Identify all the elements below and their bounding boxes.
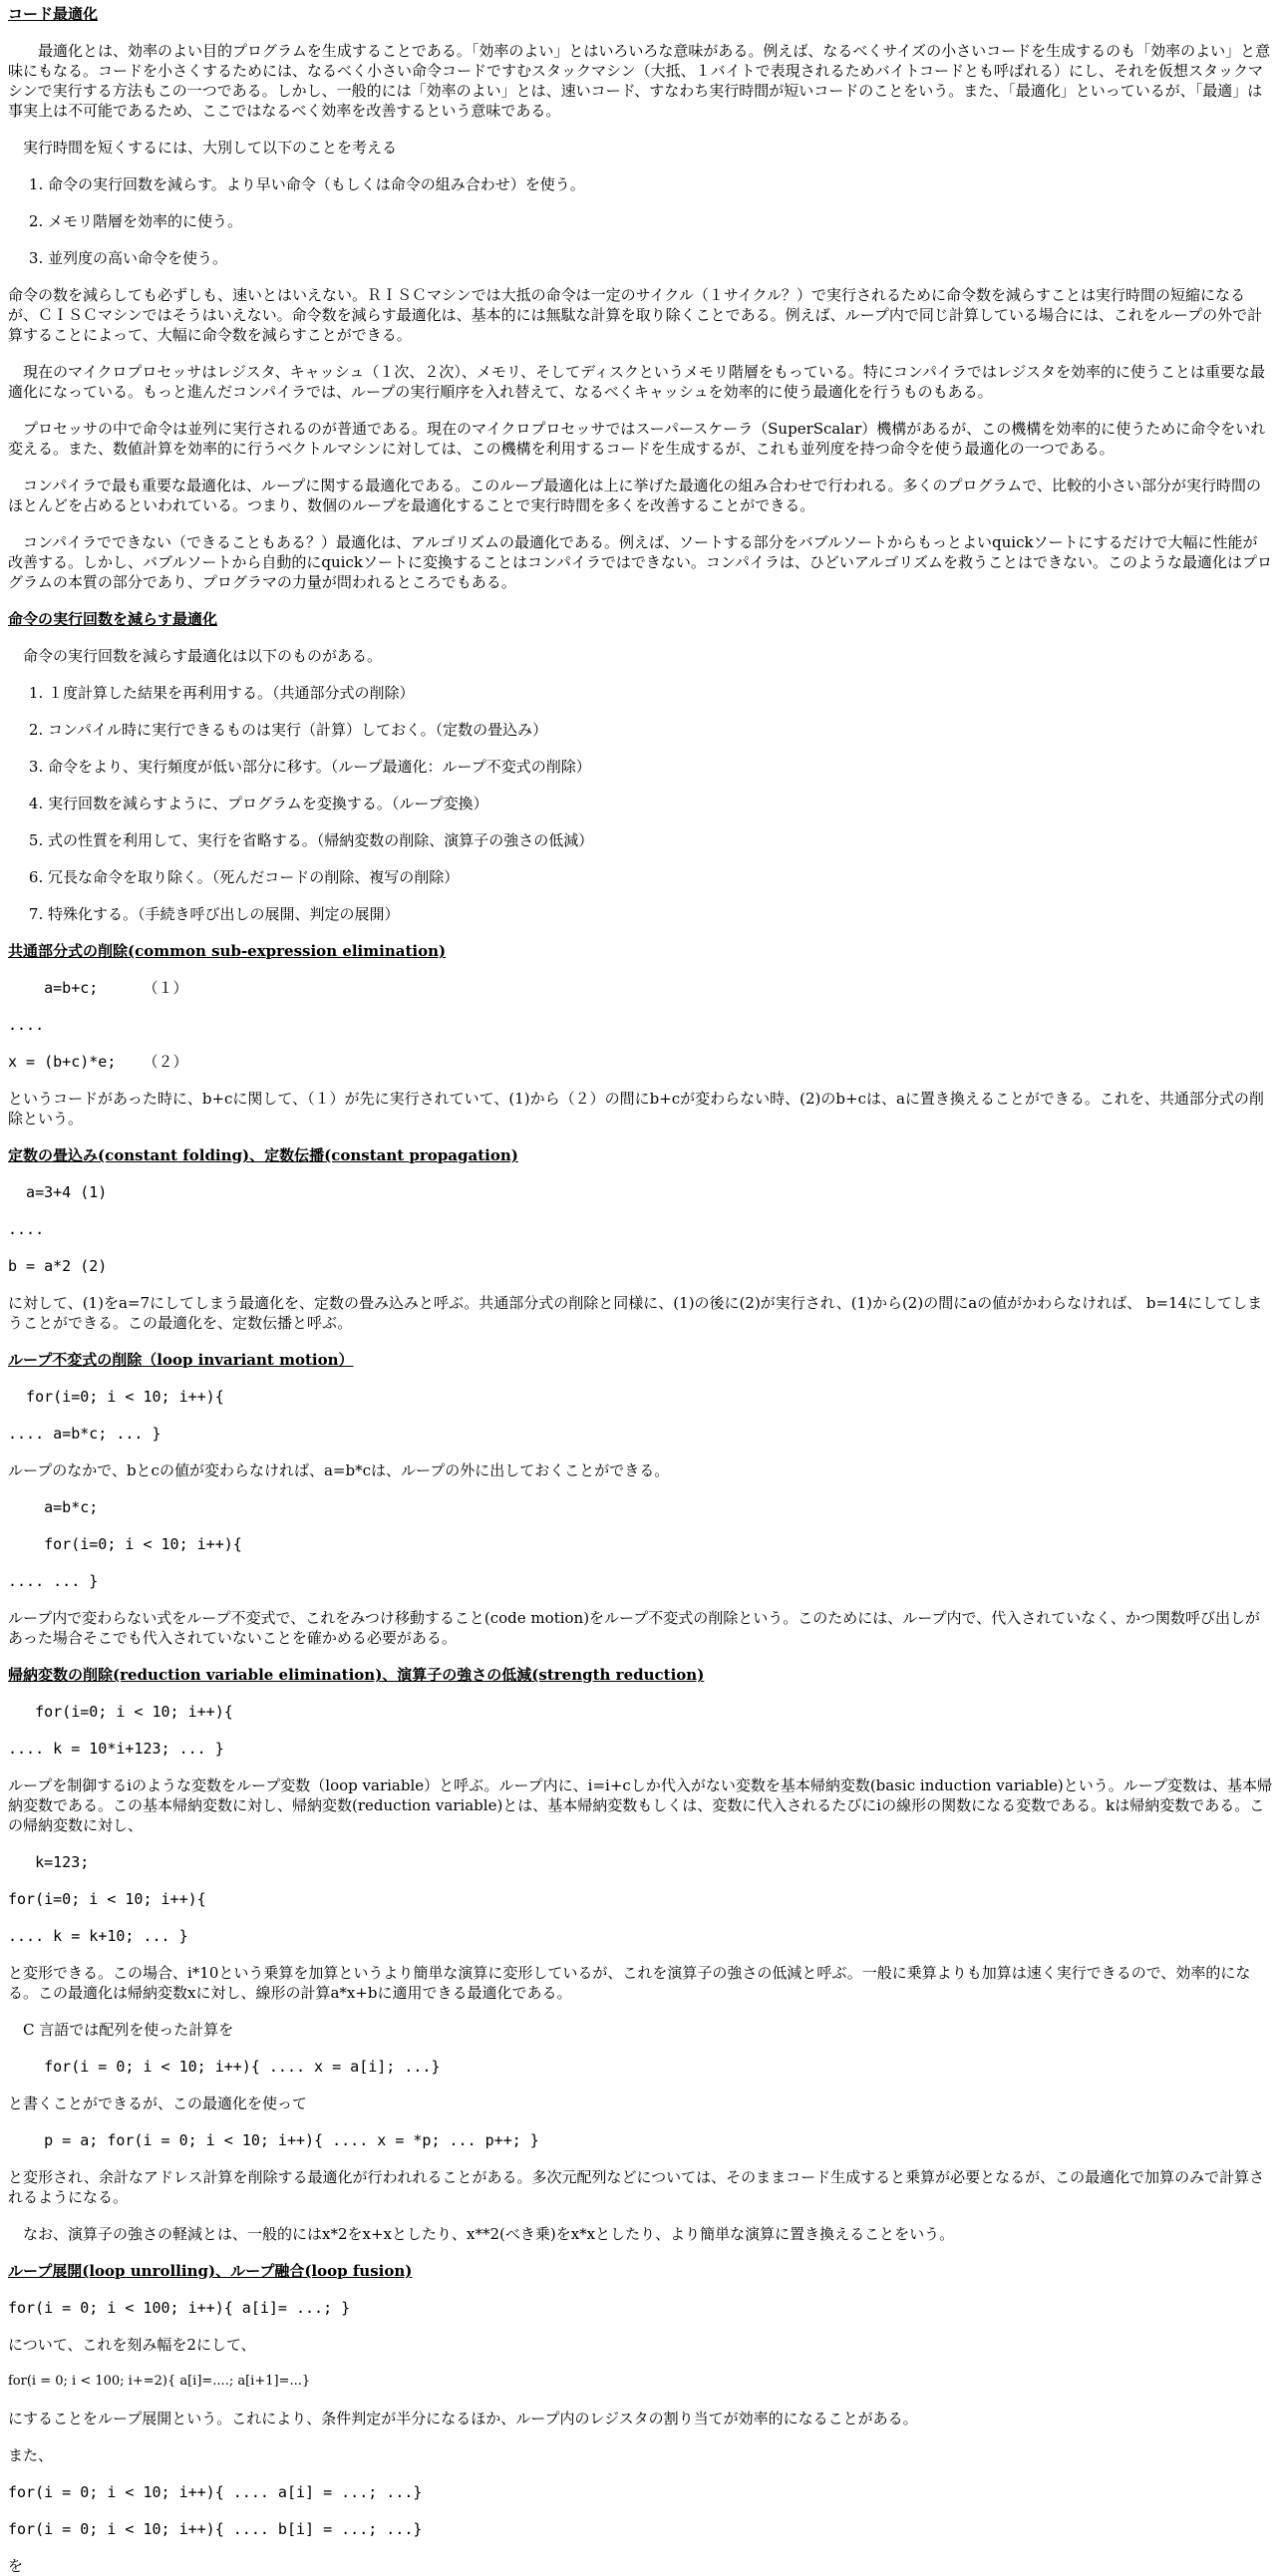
paragraph: と変形できる。この場合、i*10という乗算を加算というより簡単な演算に変形しているが、これを演算子の強さの低減と呼ぶ。一般に乗算よりも加算は速く実行できるので、効率的になる。この最適化は帰納変数xに対し、線形の計算a*x+bに適用できる最適化である。 (8, 1964, 1251, 2002)
code-line: a=b+c; （１） (8, 979, 188, 997)
paragraph: また、 (8, 2446, 54, 2464)
paragraph: ループのなかで、bとcの値が変わらなければ、a=b*cは、ループの外に出しておくことができる。 (8, 1461, 670, 1479)
code-line: for(i = 0; i < 10; i++){ .... a[i] = ...; ...} (8, 2483, 423, 2501)
code-line: x = (b+c)*e; （２） (8, 1053, 188, 1071)
paragraph: にすることをループ展開という。これにより、条件判定が半分になるほか、ループ内のレジスタの割り当てが効率的になることがある。 (8, 2410, 918, 2427)
code-line: a=b*c; (8, 1498, 99, 1516)
paragraph: C 言語では配列を使った計算を (8, 2021, 234, 2039)
code-line: for(i=0; i < 10; i++){ (8, 1535, 242, 1553)
paragraph: について、これを刻み幅を2にして、 (8, 2336, 256, 2354)
code-line: for(i = 0; i < 10; i++){ .... x = a[i]; ...} (8, 2058, 441, 2076)
code-line: for(i=0; i < 10; i++){ (8, 1890, 206, 1908)
list-item: 6. 冗長な命令を取り除く。（死んだコードの削除、複写の削除） (48, 867, 1272, 887)
paragraph: 命令の実行回数を減らす最適化は以下のものがある。 (8, 647, 383, 665)
code-line: .... k = k+10; ... } (8, 1927, 188, 1945)
list-item: 3. 命令をより、実行頻度が低い部分に移す。（ループ最適化：ループ不変式の削除） (48, 757, 1272, 777)
section-heading: 共通部分式の削除(common sub-expression elimination) (8, 942, 447, 960)
list-item: 7. 特殊化する。（手続き呼び出しの展開、判定の展開） (48, 904, 1272, 924)
numbered-list (8, 174, 1272, 268)
code-line: b = a*2 (2) (8, 1257, 108, 1275)
code-line: .... (8, 1220, 45, 1238)
code-line: for(i=0; i < 10; i++){ (8, 1388, 224, 1406)
section-heading: ループ不変式の削除（loop invariant motion） (8, 1351, 354, 1369)
section-heading: 定数の畳込み(constant folding)、定数伝播(constant propagation) (8, 1146, 518, 1164)
paragraph: と書くことができるが、この最適化を使って (8, 2094, 308, 2112)
code-line: a=3+4 (1) (8, 1183, 108, 1201)
list-item: 3. 並列度の高い命令を使う。 (48, 248, 1272, 268)
section-heading: 帰納変数の削除(reduction variable elimination)、演算子の強さの低減(strength reduction) (8, 1666, 705, 1684)
list-item: 2. コンパイル時に実行できるものは実行（計算）しておく。（定数の畳込み） (48, 720, 1272, 740)
paragraph: 現在のマイクロプロセッサはレジスタ、キャッシュ（１次、２次）、メモリ、そしてディスクというメモリ階層をもっている。特にコンパイラではレジスタを効率的に使うことは重要な最適化になっている。もっと進んだコンパイラでは、ループの実行順序を入れ替えて、なるべくキャッシュを効率的に使う最適化を行うものもある。 (8, 363, 1266, 401)
paragraph: コンパイラで最も重要な最適化は、ループに関する最適化である。このループ最適化は上に挙げた最適化の組み合わせで行われる。多くのプログラムで、比較的小さい部分が実行時間のほとんどを占めるといわれている。つまり、数個のループを最適化することで実行時間を多くを改善することができる。 (8, 477, 1262, 514)
list-item: 5. 式の性質を利用して、実行を省略する。（帰納変数の削除、演算子の強さの低減） (48, 830, 1272, 850)
paragraph: 実行時間を短くするには、大別して以下のことを考える (8, 139, 398, 157)
paragraph: というコードがあった時に、b+cに関して、（１）が先に実行されていて、(1)から（２）の間にb+cが変わらない時、(2)のb+cは、aに置き換えることができる。これを、共通部分式の削除という。 (8, 1090, 1264, 1127)
code-line: k=123; (8, 1853, 90, 1871)
section-heading: コード最適化 (8, 5, 99, 23)
code-line: for(i = 0; i < 100; i++){ a[i]= ...; } (8, 2299, 351, 2317)
numbered-list (8, 683, 1272, 924)
paragraph: を (8, 2557, 24, 2575)
list-item: 4. 実行回数を減らすように、プログラムを変換する。（ループ変換） (48, 794, 1272, 813)
paragraph: コンパイラでできない（できることもある？）最適化は、アルゴリズムの最適化である。例えば、ソートする部分をバブルソートからもっとよいquickソートにするだけで大幅に性能が改善する。しかし、バブルソートから自動的にquickソートに変換することはコンパイラではできない。コンパイラは、ひどいアルゴリズムを救うことはできない。このような最適化はプログラムの本質の部分であり、プログラマの力量が問われるところでもある。 (8, 533, 1272, 591)
code-line: .... a=b*c; ... } (8, 1425, 161, 1443)
paragraph: に対して、(1)をa=7にしてしまう最適化を、定数の畳み込みと呼ぶ。共通部分式の削除と同様に、(1)の後に(2)が実行され、(1)から(2)の間にaの値がかわらなければ、 b=14にしてしまうことができる。この最適化を、定数伝播と呼ぶ。 (8, 1294, 1263, 1332)
paragraph: ループを制御するiのような変数をループ変数（loop variable）と呼ぶ。ループ内に、i=i+cしか代入がない変数を基本帰納変数(basic induction variable)という。ループ変数は、基本帰納変数である。この基本帰納変数に対し、帰納変数(reduction variable)とは、基本帰納変数もしくは、変数に代入されるたびにiの線形の関数になる変数である。kは帰納変数である。この帰納変数に対し、 (8, 1776, 1272, 1834)
code-line: p = a; for(i = 0; i < 10; i++){ .... x = *p; ... p++; } (8, 2131, 539, 2149)
paragraph: と変形され、余計なアドレス計算を削除する最適化が行われれることがある。多次元配列などについては、そのままコード生成すると乗算が必要となるが、この最適化で加算のみで計算されるようになる。 (8, 2168, 1265, 2206)
inline-code-line: for(i = 0; i < 100; i+=2){ a[i]=....; a[i+1]=...} (8, 2374, 311, 2389)
list-item: 1. 命令の実行回数を減らす。より早い命令（もしくは命令の組み合わせ）を使う。 (48, 174, 1272, 194)
list-item: 2. メモリ階層を効率的に使う。 (48, 211, 1272, 231)
paragraph: 命令の数を減らしても必ずしも、速いとはいえない。ＲＩＳＣマシンでは大抵の命令は一定のサイクル（１サイクル？）で実行されるために命令数を減らすことは実行時間の短縮になるが、ＣＩＳＣマシンではそうはいえない。命令数を減らす最適化は、基本的には無駄な計算を取り除くことである。例えば、ループ内で同じ計算している場合には、これをループの外で計算することによって、大幅に命令数を減らすことができる。 (8, 286, 1263, 344)
code-line: for(i=0; i < 10; i++){ (8, 1703, 233, 1721)
paragraph: ループ内で変わらない式をループ不変式で、これをみつけ移動すること(code motion)をループ不変式の削除という。このためには、ループ内で、代入されていなく、かつ関数呼び出しがあった場合そこでも代入されていないことを確かめる必要がある。 (8, 1609, 1260, 1647)
code-line: for(i = 0; i < 10; i++){ .... b[i] = ...; ...} (8, 2520, 423, 2538)
code-line: .... (8, 1016, 45, 1034)
section-heading: ループ展開(loop unrolling)、ループ融合(loop fusion) (8, 2262, 413, 2280)
paragraph: プロセッサの中で命令は並列に実行されるのが普通である。現在のマイクロプロセッサではスーパースケーラ（SuperScalar）機構があるが、この機構を効率的に使うために命令をいれ変える。また、数値計算を効率的に行うベクトルマシンに対しては、この機構を利用するコードを生成するが、これも並列度を持つ命令を使う最適化の一つである。 (8, 420, 1266, 458)
code-line: .... ... } (8, 1572, 99, 1590)
section-heading: 命令の実行回数を減らす最適化 (8, 610, 218, 628)
paragraph: なお、演算子の強さの軽減とは、一般的にはx*2をx+xとしたり、x**2(べき乗)をx*xとしたり、より簡単な演算に置き換えることをいう。 (8, 2225, 955, 2243)
code-line: .... k = 10*i+123; ... } (8, 1740, 224, 1758)
paragraph: 最適化とは、効率のよい目的プログラムを生成することである。「効率のよい」とはいろいろな意味がある。例えば、なるべくサイズの小さいコードを生成するのも「効率のよい」と意味にもなる。コードを小さくするためには、なるべく小さい命令コードですむスタックマシン（大抵、１バイトで表現されるためバイトコードとも呼ばれる）にし、それを仮想スタックマシンで実行する方法もこの一つである。しかし、一般的には「効率のよい」とは、速いコード、すなわち実行時間が短いコードのことをいう。また、「最適化」といっているが、「最適」は事実上は不可能であるため、ここではなるべく効率を改善するという意味である。 (8, 42, 1271, 120)
list-item: 1. １度計算した結果を再利用する。（共通部分式の削除） (48, 683, 1272, 703)
